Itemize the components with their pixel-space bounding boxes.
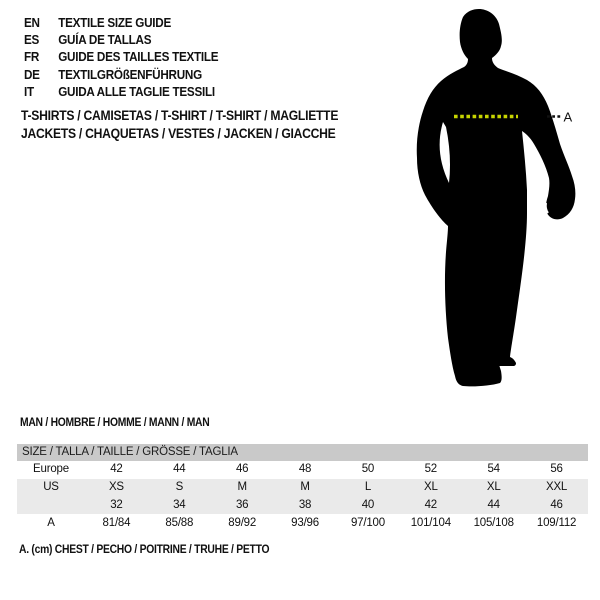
lang-title: TEXTILGRÖßENFÜHRUNG <box>58 66 202 82</box>
lang-code: ES <box>24 32 40 48</box>
table-cell: 46 <box>550 498 563 511</box>
table-cell: 46 <box>235 463 249 476</box>
measurement-legend: A. (cm) CHEST / PECHO / POITRINE / TRUHE / PETTO <box>19 544 270 556</box>
table-cell: 42 <box>110 463 123 476</box>
table-cell: XS <box>108 481 124 494</box>
table-cell: 44 <box>487 498 500 511</box>
table-row-europe <box>17 461 588 479</box>
lang-title: GUIDA ALLE TAGLIE TESSILI <box>58 83 215 99</box>
table-cell: 89/92 <box>228 516 257 529</box>
row-label: A <box>47 516 55 529</box>
table-header-row <box>17 444 588 461</box>
table-cell: 109/112 <box>536 516 577 529</box>
table-cell: 54 <box>487 463 500 476</box>
table-cell: M <box>300 481 310 494</box>
size-table-section <box>17 417 588 533</box>
lang-code: EN <box>24 15 40 30</box>
table-cell: XL <box>423 481 438 494</box>
table-cell: S <box>175 481 184 494</box>
lang-code: FR <box>24 49 40 65</box>
table-row-us <box>17 479 588 497</box>
table-cell: 52 <box>424 463 438 476</box>
man-silhouette <box>417 9 576 386</box>
table-cell: 97/100 <box>350 516 385 529</box>
lang-title: GUÍA DE TALLAS <box>58 32 152 48</box>
table-cell: 101/104 <box>410 516 451 529</box>
table-cell: XXL <box>545 481 568 494</box>
table-row-a-chest <box>17 514 588 533</box>
table-cell: 85/88 <box>165 516 194 529</box>
table-cell: 36 <box>235 498 249 511</box>
table-cell: 93/96 <box>291 516 319 529</box>
garment-line-jackets: JACKETS / CHAQUETAS / VESTES / JACKEN / GIACCHE <box>21 125 336 141</box>
row-label <box>17 497 85 514</box>
table-cell: L <box>364 481 372 494</box>
measure-label-a: A <box>563 109 573 125</box>
table-row-us-numeric <box>17 497 588 514</box>
table-cell: 38 <box>298 498 312 511</box>
table-cell: 40 <box>361 498 375 511</box>
size-table <box>17 444 588 533</box>
garment-line-tshirts: T-SHIRTS / CAMISETAS / T-SHIRT / T-SHIRT / MAGLIETTE <box>21 108 339 123</box>
table-cell: M <box>237 481 247 494</box>
lang-title: GUIDE DES TAILLES TEXTILE <box>58 49 219 65</box>
lang-code: IT <box>24 83 34 99</box>
table-cell: 56 <box>550 463 563 476</box>
row-label: US <box>43 481 59 494</box>
table-cell: 81/84 <box>102 516 131 529</box>
table-cell: 48 <box>298 463 312 476</box>
table-cell: 105/108 <box>473 516 514 529</box>
lang-code: DE <box>24 66 40 82</box>
table-cell: 34 <box>173 498 186 511</box>
row-label: Europe <box>33 463 69 476</box>
table-cell: 44 <box>173 463 186 476</box>
table-section-title: MAN / HOMBRE / HOMME / MANN / MAN <box>20 417 210 429</box>
table-cell: 50 <box>361 463 375 476</box>
table-cell: 32 <box>110 498 123 511</box>
lang-title: TEXTILE SIZE GUIDE <box>58 15 172 30</box>
table-cell: 42 <box>424 498 438 511</box>
table-header-bar: SIZE / TALLA / TAILLE / GRÖSSE / TAGLIA <box>17 444 588 461</box>
table-cell: XL <box>486 481 501 494</box>
